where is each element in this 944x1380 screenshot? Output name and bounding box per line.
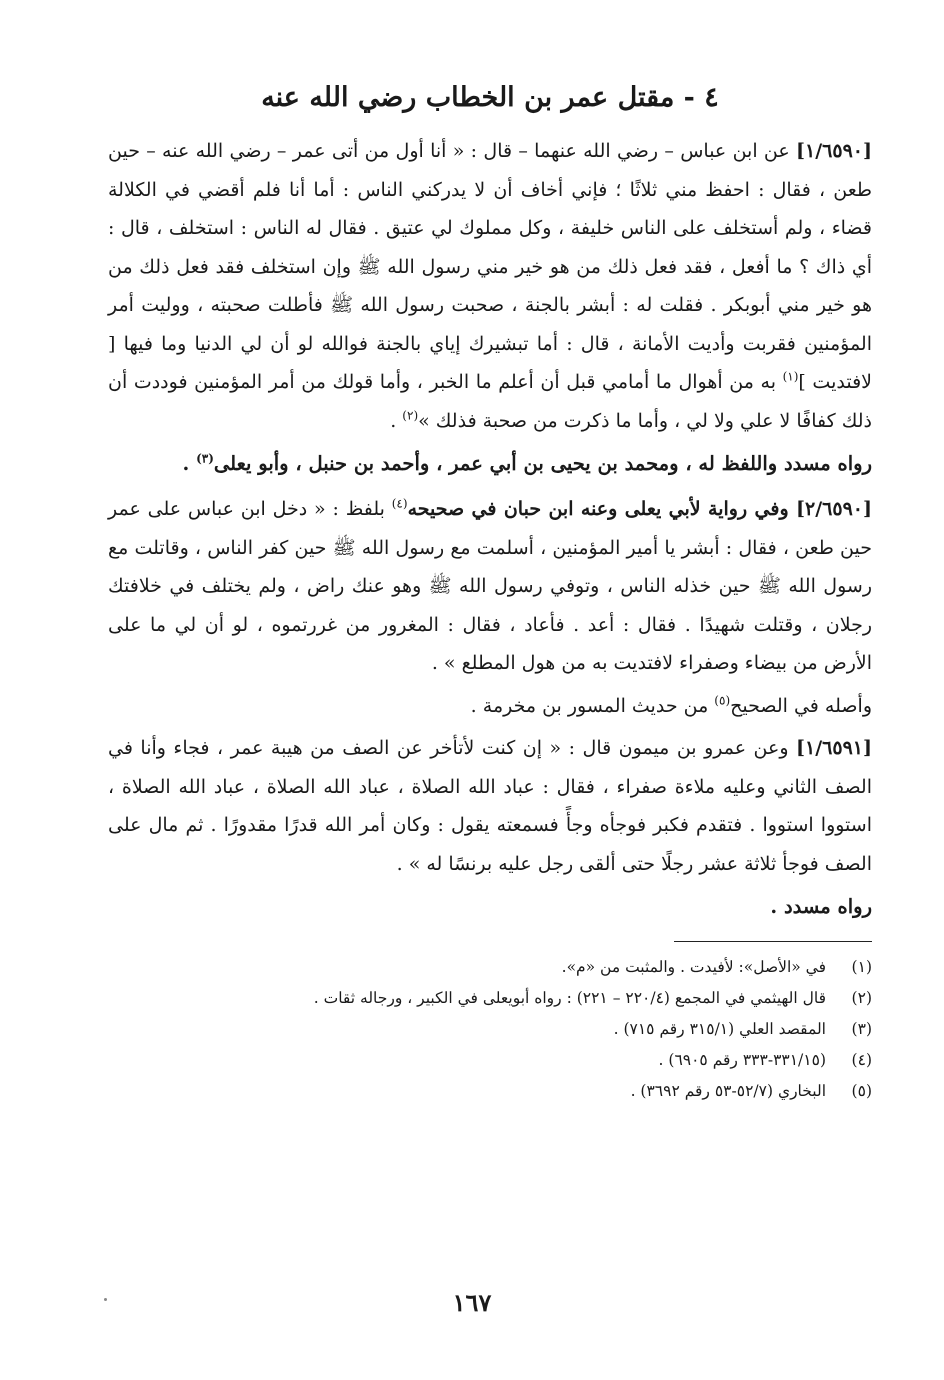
footnote-text: قال الهيثمي في المجمع (٢٢٠/٤ – ٢٢١) : رواه أبويعلى في الكبير ، ورجاله ثقات . xyxy=(313,989,826,1007)
footnote-item xyxy=(108,1045,872,1076)
footnote-text: في «الأصل»: لأفيدت . والمثبت من «م». xyxy=(561,958,826,976)
footnote-item xyxy=(108,1014,872,1045)
hadith-text: بلفظ : « دخل ابن عباس على عمر حين طعن ، فقال : أبشر يا أمير المؤمنين ، أسلمت مع رسول الله ﷺ حين كفر الناس ، وقاتلت مع رسول الله ﷺ حين خذله الناس ، وتوفي رسول الله ﷺ وهو عنك راض ، ولم يختلف في خلافتك رجلان ، وقتلت شهيدًا . فقال : أعد . فأعاد ، فقال : المغرور من غررتموه ، لو أن لي ما على الأرض من بيضاء وصفراء لافتديت به من هول المطلع » . xyxy=(108,498,872,674)
attribution-text: رواه مسدد واللفظ له ، ومحمد بن يحيى بن أبي عمر ، وأحمد بن حنبل ، وأبو يعلى xyxy=(213,452,872,475)
footnote-item xyxy=(108,1076,872,1107)
hadith-number: [٢/٦٥٩٠] xyxy=(796,498,872,520)
attribution-1 xyxy=(108,444,872,484)
footnote-number: (٢) xyxy=(851,989,872,1007)
origin-note xyxy=(108,687,872,726)
footnote-number: (٣) xyxy=(851,1020,872,1038)
footnote-number: (٥) xyxy=(851,1082,872,1100)
footnote-text: البخاري (٥٢/٧-٥٣ رقم ٣٦٩٢) . xyxy=(630,1082,826,1100)
sentence-end: . xyxy=(182,452,197,475)
footnotes xyxy=(108,952,872,1107)
sentence-end: . xyxy=(390,409,403,432)
footnote-number: (١) xyxy=(851,958,872,976)
hadith-6591-1 xyxy=(108,729,872,883)
footnote-divider xyxy=(674,941,872,942)
footnote-number: (٤) xyxy=(851,1051,872,1069)
footnote-item xyxy=(108,952,872,983)
page-number: ١٦٧ xyxy=(452,1288,492,1317)
footnote-ref-4[interactable]: (٤) xyxy=(391,496,408,511)
footnote-item xyxy=(108,983,872,1014)
hadith-text: عن ابن عباس – رضي الله عنهما – قال : « أنا أول من أتى عمر – رضي الله عنه – حين طعن ، فقال : احفظ مني ثلاثًا ؛ فإني أخاف أن لا يدركني الناس : أما أنا فلم أقضي في الكلالة قضاء ، ولم أستخلف على الناس خليفة ، وكل مملوك لي عتيق . فقال له الناس : استخلف ، قال : أي ذاك ؟ ما أفعل ، فقد فعل ذلك من هو خير مني رسول الله ﷺ وإن استخلف فقد فعل ذلك من هو خير مني أبوبكر . فقلت له : أبشر بالجنة ، صحبت رسول الله ﷺ فأطلت صحبته ، ووليت أمر المؤمنين فقربت وأديت الأمانة ، قال : أما تبشيرك إياي بالجنة فوالله لو أن لي الدنيا وما فيها [ لافتديت ] xyxy=(108,140,873,393)
narration-intro: وفي رواية لأبي يعلى وعنه ابن حبان في صحيحه xyxy=(407,498,797,520)
hadith-number: [١/٦٥٩٠] xyxy=(796,140,872,162)
footnote-ref-1[interactable]: (١) xyxy=(782,369,799,384)
hadith-number: [١/٦٥٩١] xyxy=(796,737,872,759)
footnote-ref-5[interactable]: (٥) xyxy=(714,693,731,708)
hadith-6590-1 xyxy=(108,132,872,440)
origin-text-cont: من حديث المسور بن مخرمة . xyxy=(470,694,715,717)
attribution-2: رواه مسدد . xyxy=(770,895,872,918)
origin-text: وأصله في الصحيح xyxy=(730,694,872,717)
chapter-title: ٤ - مقتل عمر بن الخطاب رضي الله عنه xyxy=(261,82,719,113)
footnote-ref-2[interactable]: (٢) xyxy=(402,408,419,423)
footnote-text: (٣٣١/١٥-٣٣٣ رقم ٦٩٠٥) . xyxy=(658,1051,826,1069)
footnote-text: المقصد العلي (٣١٥/١ رقم ٧١٥) . xyxy=(613,1020,826,1038)
footnote-ref-3[interactable]: (٣) xyxy=(196,451,214,466)
hadith-6590-2 xyxy=(108,490,872,683)
hadith-text: وعن عمرو بن ميمون قال : « إن كنت لأتأخر عن الصف من هيبة عمر ، فجاء وأنا في الصف الثاني وعليه ملاءة صفراء ، فقال : عباد الله الصلاة ، عباد الله الصلاة ، عباد الله الصلاة ، استووا استووا . فتقدم فكبر فوجأه وجأً فسمعته يقول : وكان أمر الله قدرًا مقدورًا . ثم مال على الصف فوجأ ثلاثة عشر رجلًا حتى ألقى رجل عليه برنسًا له » . xyxy=(108,737,872,875)
hadith-text-cont: به من أهوال ما أمامي قبل أن أعلم ما الخبر ، وأما قولك من أمر المؤمنين فوددت أن ذلك كفافًا لا علي ولا لي ، وأما ما ذكرت من صحبة فذلك » xyxy=(108,371,872,432)
